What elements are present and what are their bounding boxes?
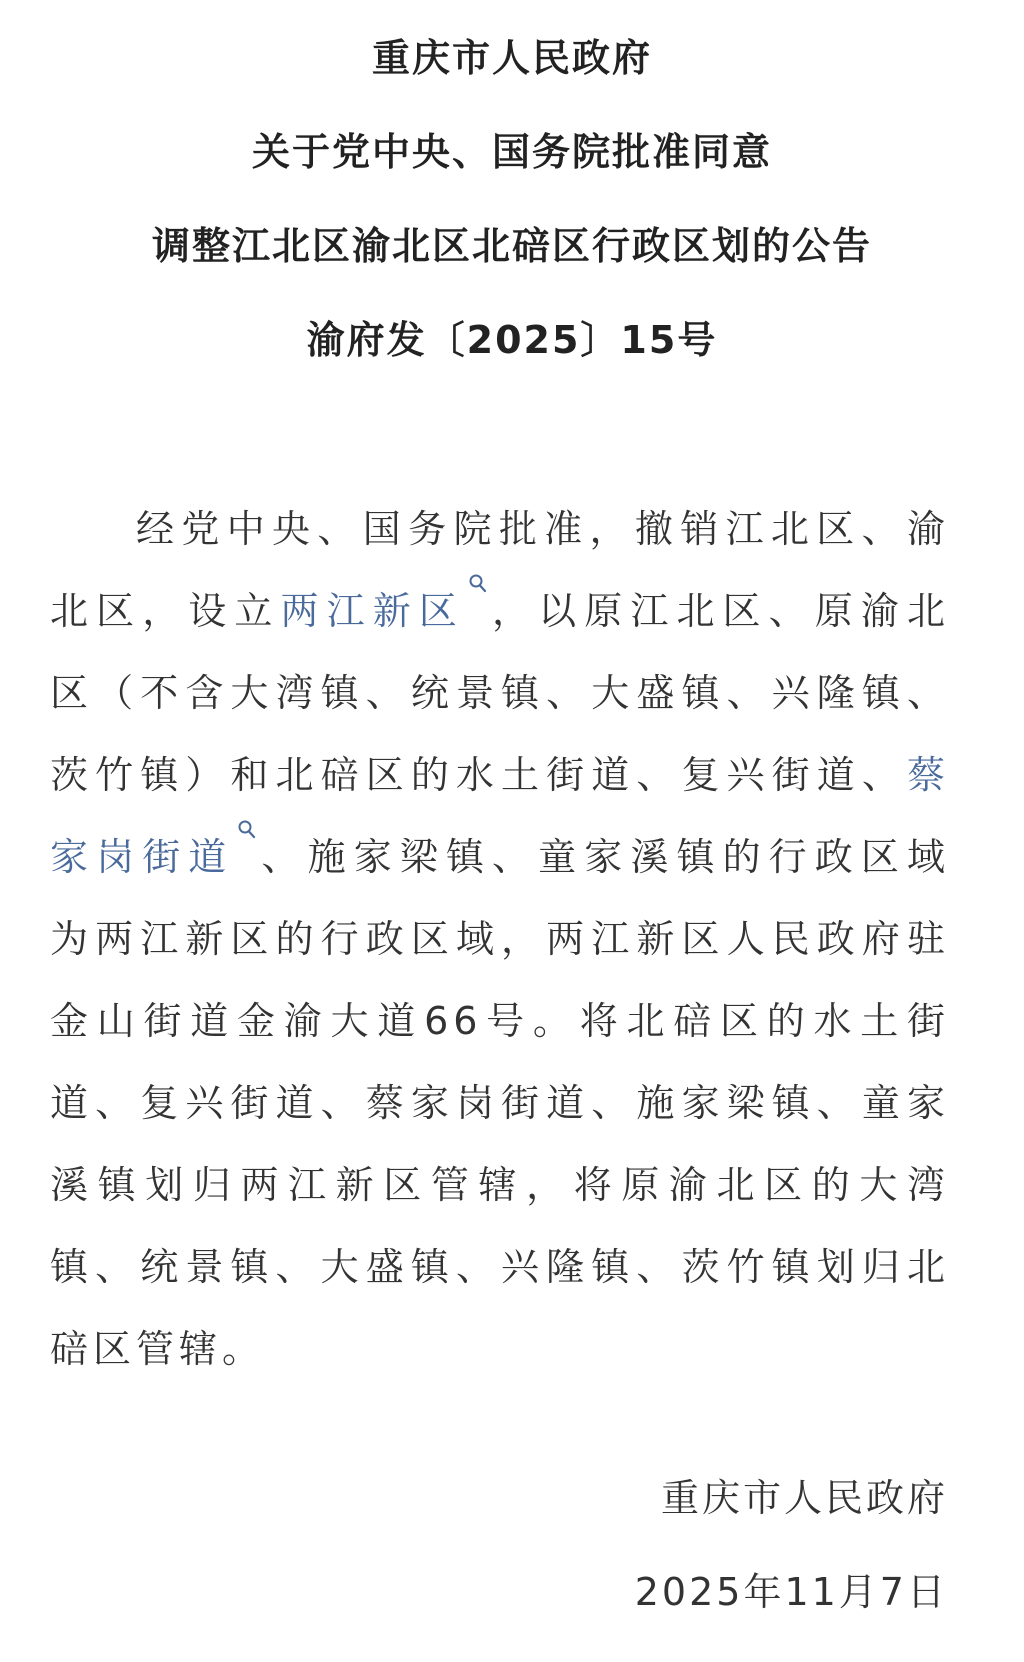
body-line-3: 区（不含大湾镇、统景镇、大盛镇、兴隆镇、 xyxy=(50,671,950,715)
body-line-6: 为两江新区的行政区域，两江新区人民政府驻 xyxy=(50,917,950,961)
signature-block xyxy=(635,1468,948,1656)
body-text-segment: ，以原江北区、原渝北 xyxy=(488,589,950,633)
title-line-approval: 关于党中央、国务院批准同意 xyxy=(251,130,772,174)
link-liangjiang-new-area[interactable]: 两江新区 xyxy=(280,589,465,633)
title-line-subject: 调整江北区渝北区北碚区行政区划的公告 xyxy=(151,224,872,268)
announcement-body xyxy=(50,488,950,1390)
document-number: 渝府发〔2025〕15号 xyxy=(306,318,718,362)
signature-issuer: 重庆市人民政府 xyxy=(660,1476,948,1520)
link-caijiagang-street-part1[interactable]: 蔡 xyxy=(906,753,950,797)
link-caijiagang-street-part2[interactable]: 家岗街道 xyxy=(50,835,235,879)
body-line-8: 道、复兴街道、蔡家岗街道、施家梁镇、童家 xyxy=(50,1081,950,1125)
body-line-7: 金山街道金渝大道66号。将北碚区的水土街 xyxy=(50,999,950,1043)
issuer-heading: 重庆市人民政府 xyxy=(371,36,652,80)
search-icon[interactable] xyxy=(238,820,256,840)
body-line-10: 镇、统景镇、大盛镇、兴隆镇、茨竹镇划归北 xyxy=(50,1245,950,1289)
body-line-4 xyxy=(50,734,950,816)
signature-date: 2025年11月7日 xyxy=(634,1570,948,1614)
body-text-segment: 、施家梁镇、童家溪镇的行政区域 xyxy=(258,835,950,879)
body-line-5 xyxy=(50,816,950,898)
body-line-2 xyxy=(50,570,950,652)
body-line-9: 溪镇划归两江新区管辖，将原渝北区的大湾 xyxy=(50,1163,950,1207)
body-text-segment: 北区，设立 xyxy=(50,589,281,633)
body-line-11: 碚区管辖。 xyxy=(50,1327,266,1371)
body-line-1: 经党中央、国务院批准，撤销江北区、渝 xyxy=(136,507,950,551)
announcement-title-block xyxy=(0,36,1024,362)
search-icon[interactable] xyxy=(469,574,487,594)
body-text-segment: 茨竹镇）和北碚区的水土街道、复兴街道、 xyxy=(50,753,907,797)
